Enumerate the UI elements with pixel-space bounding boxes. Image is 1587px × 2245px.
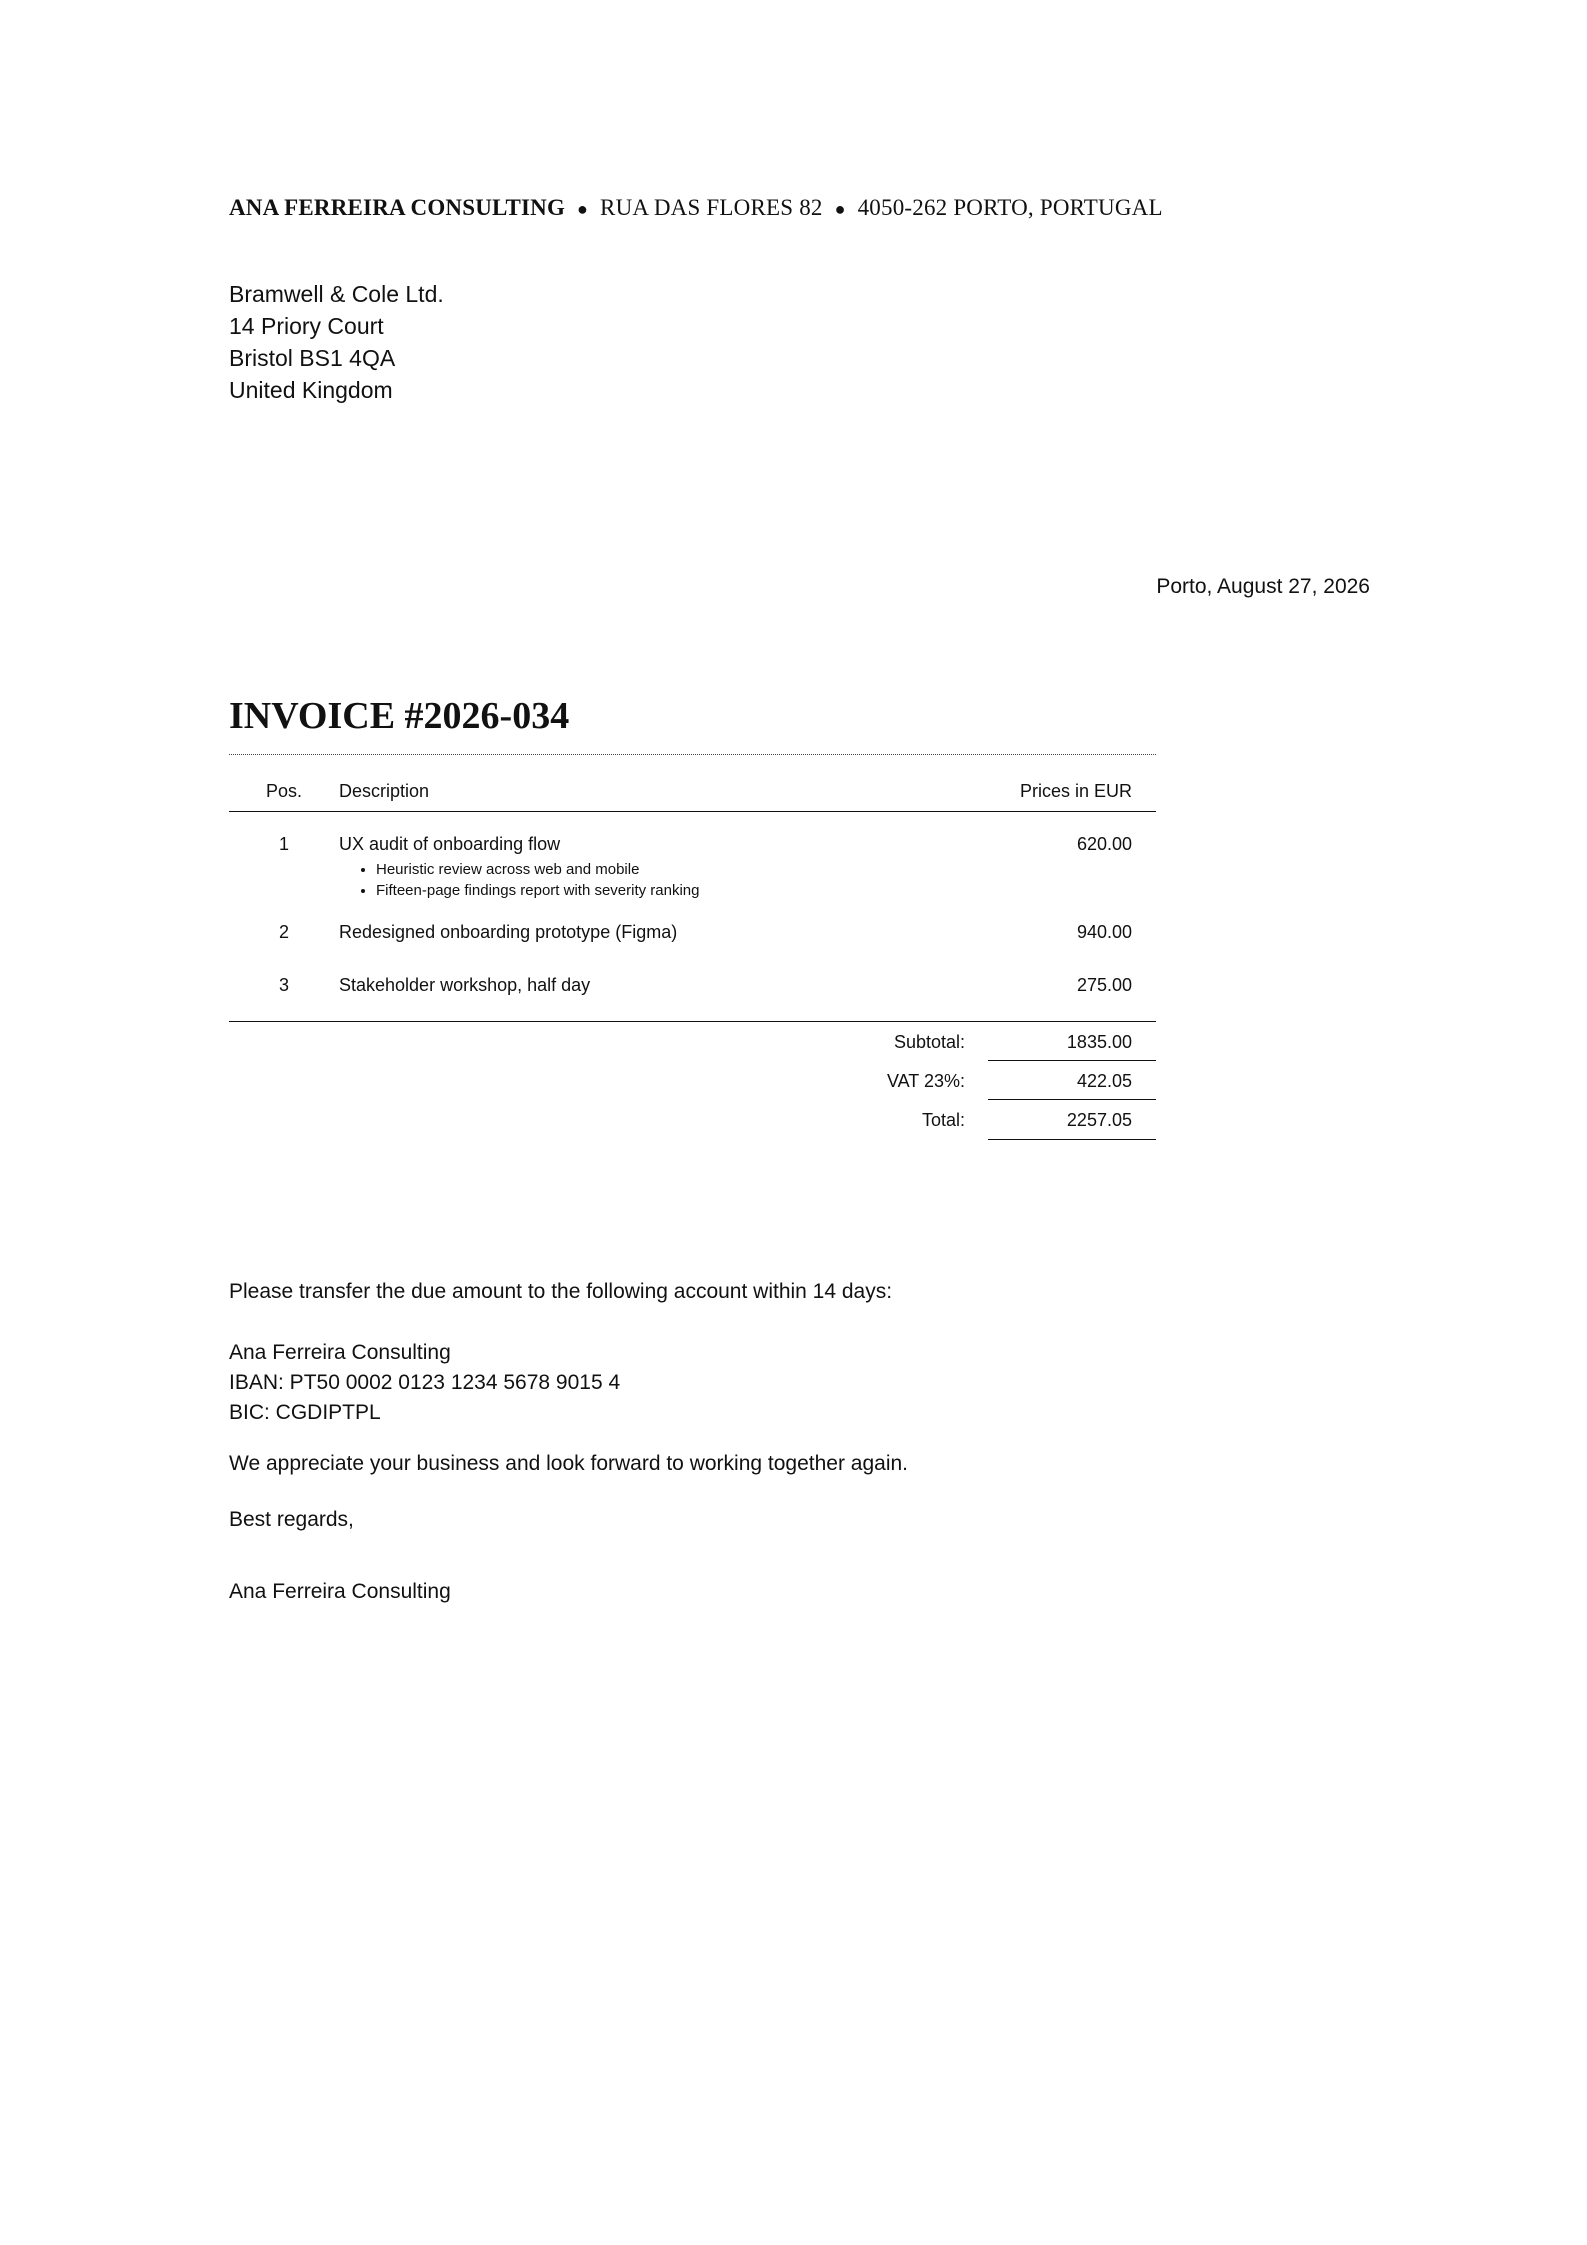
- header-description: Description: [339, 781, 430, 801]
- row-bullet: • Fifteen-page findings report with severity ranking: [376, 880, 932, 901]
- header-price: Prices in EUR: [1019, 781, 1132, 801]
- sender-city: 4050-262 PORTO, PORTUGAL: [857, 195, 1163, 220]
- row-pos: 3: [278, 975, 289, 995]
- vat-label: VAT 23%:: [886, 1071, 965, 1091]
- invoice-items-table: [229, 775, 1156, 996]
- header-pos: Pos.: [265, 781, 303, 801]
- row-pos: 2: [278, 922, 289, 942]
- row-bullet-list: [339, 859, 932, 901]
- recipient-line: Bramwell & Cole Ltd.: [229, 281, 444, 307]
- row-bullet: • Heuristic review across web and mobile: [376, 859, 932, 880]
- place-date: Porto, August 27, 2026: [1156, 575, 1370, 598]
- total-label: Total:: [921, 1110, 965, 1130]
- table-header-row: [229, 775, 1156, 812]
- sender-name: ANA FERREIRA CONSULTING: [229, 195, 566, 220]
- signature: Ana Ferreira Consulting: [229, 1580, 451, 1603]
- table-row: [229, 975, 1156, 996]
- row-price: 940.00: [1076, 922, 1132, 942]
- sender-address-line: [229, 195, 1163, 221]
- bic: BIC: CGDIPTPL: [229, 1401, 381, 1424]
- sender-street: RUA DAS FLORES 82: [600, 195, 823, 220]
- table-row: [229, 922, 1156, 943]
- invoice-title: INVOICE #2026-034: [229, 695, 570, 737]
- table-row: [229, 834, 1156, 901]
- separator-bullet-icon: ●: [577, 199, 589, 219]
- row-description: [339, 922, 932, 943]
- subtotal-underline: [988, 1060, 1156, 1061]
- account-name: Ana Ferreira Consulting: [229, 1341, 451, 1364]
- recipient-line: Bristol BS1 4QA: [229, 345, 396, 371]
- payment-instruction: Please transfer the due amount to the following account within 14 days:: [229, 1280, 893, 1303]
- title-divider: [229, 754, 1156, 755]
- separator-bullet-icon: ●: [834, 199, 846, 219]
- row-price: 275.00: [1076, 975, 1132, 995]
- recipient-line: United Kingdom: [229, 377, 393, 403]
- iban: IBAN: PT50 0002 0123 1234 5678 9015 4: [229, 1371, 621, 1394]
- recipient-line: 14 Priory Court: [229, 313, 384, 339]
- total-underline: [988, 1139, 1156, 1140]
- row-description: [339, 834, 932, 901]
- vat-value: 422.05: [1076, 1071, 1132, 1091]
- bank-details: [229, 1338, 620, 1428]
- row-description-text: Redesigned onboarding prototype (Figma): [339, 922, 678, 942]
- totals-divider: [229, 1021, 1156, 1022]
- vat-underline: [988, 1099, 1156, 1100]
- subtotal-label: Subtotal:: [893, 1032, 965, 1052]
- regards-text: Best regards,: [229, 1508, 354, 1531]
- row-description: [339, 975, 932, 996]
- row-pos: 1: [278, 834, 289, 854]
- row-price: 620.00: [1076, 834, 1132, 854]
- row-description-text: Stakeholder workshop, half day: [339, 975, 591, 995]
- total-value: 2257.05: [1066, 1110, 1132, 1130]
- subtotal-value: 1835.00: [1066, 1032, 1132, 1052]
- row-description-text: UX audit of onboarding flow: [339, 834, 561, 854]
- recipient-address: [229, 278, 444, 406]
- thanks-text: We appreciate your business and look forward to working together again.: [229, 1452, 909, 1475]
